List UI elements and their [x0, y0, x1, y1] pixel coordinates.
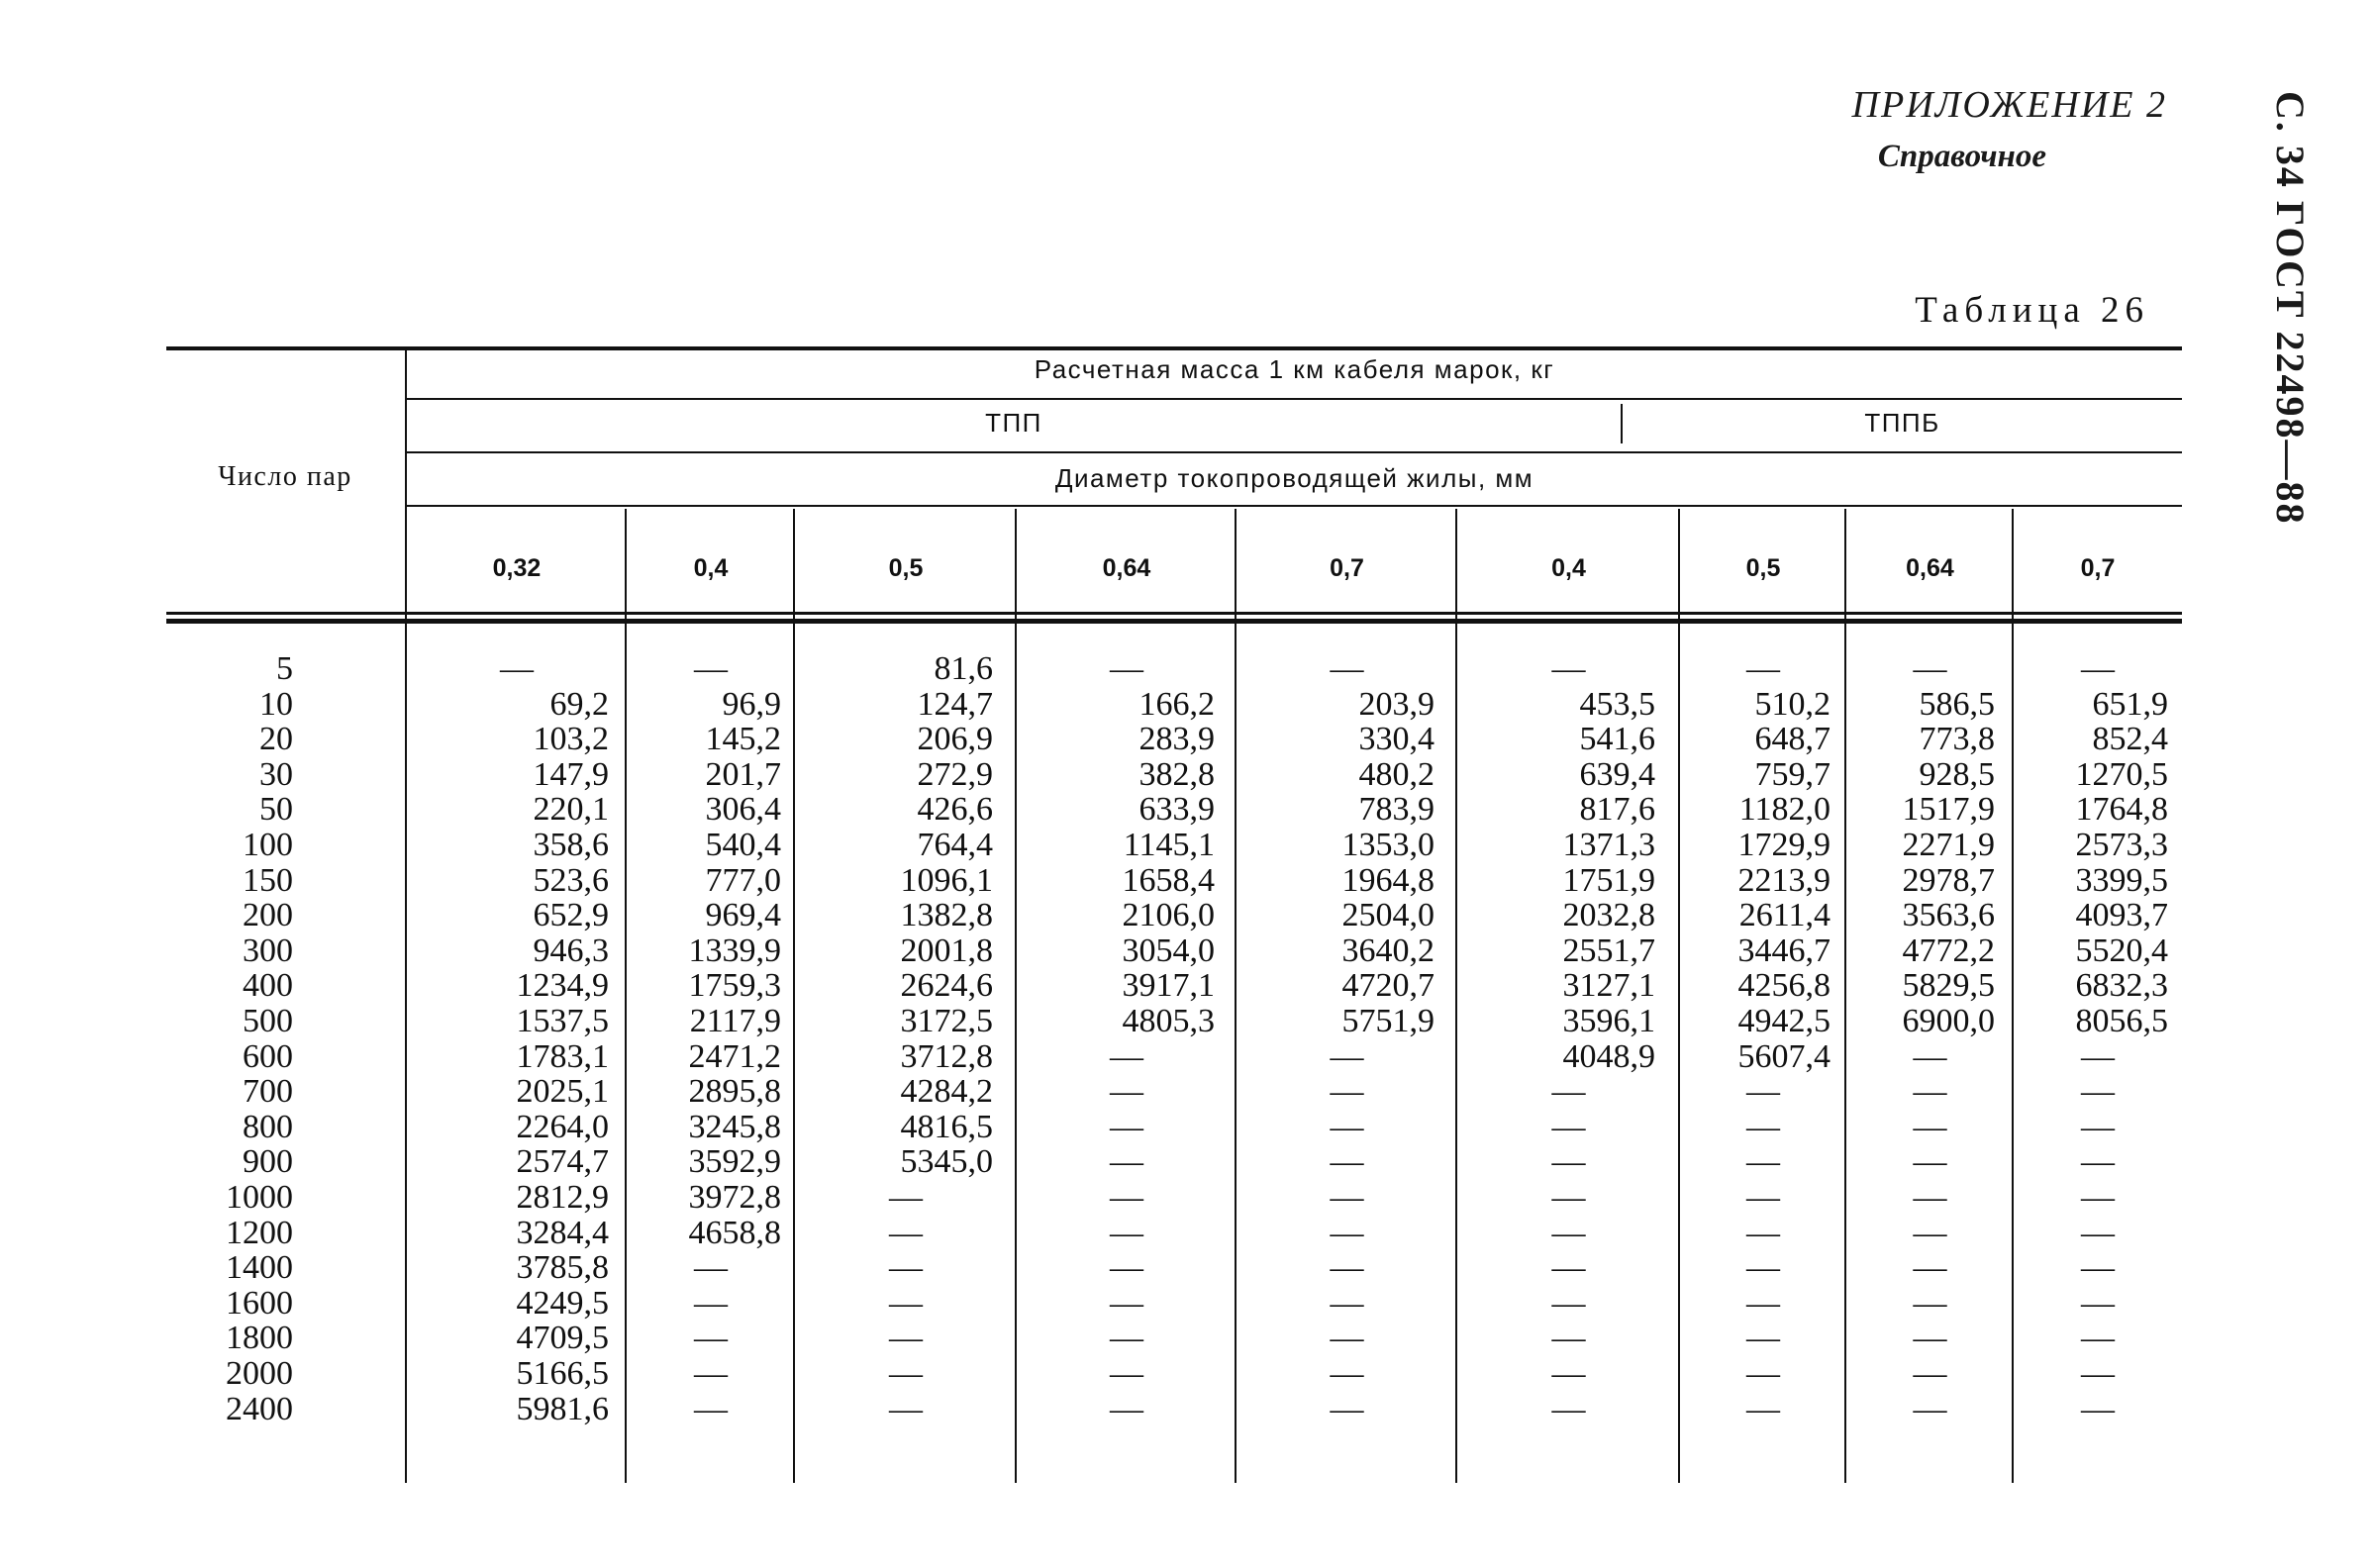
value-cell: — — [694, 650, 728, 687]
col-header: 0,32 — [492, 554, 542, 582]
col-header: 0,7 — [2080, 554, 2116, 582]
value-cell: 306,4 — [705, 791, 781, 829]
value-cell: — — [1746, 1073, 1780, 1111]
table-row — [166, 968, 2182, 1004]
value-cell: — — [1110, 1214, 1143, 1251]
value-cell: — — [1913, 1108, 1947, 1145]
table-row — [166, 863, 2182, 899]
value-cell: — — [1746, 1214, 1780, 1251]
value-cell: 358,6 — [533, 827, 609, 863]
value-cell: — — [694, 1355, 728, 1392]
value-cell: 783,9 — [1358, 791, 1435, 829]
group-header: Расчетная масса 1 км кабеля марок, кг — [1034, 354, 1555, 384]
pairs-cell: 500 — [243, 1003, 293, 1039]
value-cell: 5166,5 — [516, 1355, 609, 1392]
value-cell: 1783,1 — [516, 1037, 609, 1075]
value-cell: 1339,9 — [688, 931, 781, 969]
pairs-cell: 30 — [259, 755, 293, 793]
value-cell: — — [889, 1179, 923, 1216]
value-cell: 639,4 — [1579, 755, 1655, 793]
value-cell: 6832,3 — [2075, 967, 2168, 1005]
value-cell: 1764,8 — [2075, 791, 2168, 829]
value-cell: 648,7 — [1754, 721, 1831, 758]
value-cell: 2504,0 — [1341, 897, 1435, 934]
value-cell: 3596,1 — [1562, 1003, 1655, 1039]
value-cell: — — [694, 1284, 728, 1322]
value-cell: 523,6 — [533, 861, 609, 899]
value-cell: — — [1913, 1073, 1947, 1111]
value-cell: — — [1913, 1249, 1947, 1287]
value-cell: — — [1913, 1179, 1947, 1216]
value-cell: — — [1110, 1037, 1143, 1075]
value-cell: 3446,7 — [1737, 931, 1831, 969]
brand-tppb: ТППБ — [1864, 408, 1940, 438]
value-cell: 1270,5 — [2075, 755, 2168, 793]
value-cell: — — [1110, 1284, 1143, 1322]
value-cell: 2213,9 — [1737, 861, 1831, 899]
value-cell: — — [1913, 1390, 1947, 1427]
value-cell: — — [1330, 1108, 1364, 1145]
value-cell: 272,9 — [917, 755, 993, 793]
pairs-cell: 900 — [243, 1143, 293, 1181]
value-cell: — — [1551, 1284, 1586, 1322]
table-row — [166, 722, 2182, 757]
pairs-cell: 200 — [243, 897, 293, 934]
pairs-cell: 300 — [243, 931, 293, 969]
value-cell: 5981,6 — [516, 1390, 609, 1427]
value-cell: 817,6 — [1579, 791, 1655, 829]
table-row — [166, 1004, 2182, 1039]
value-cell: 5829,5 — [1902, 967, 1995, 1005]
value-cell: — — [694, 1249, 728, 1287]
value-cell: 1382,8 — [900, 897, 993, 934]
value-cell: 5345,0 — [900, 1143, 993, 1181]
col-header: 0,4 — [1551, 554, 1586, 582]
header-bottom-rule-2 — [166, 619, 2182, 624]
value-cell: 946,3 — [533, 931, 609, 969]
table-row — [166, 1321, 2182, 1356]
value-cell: 633,9 — [1138, 791, 1215, 829]
value-cell: — — [2081, 1249, 2115, 1287]
table-row — [166, 828, 2182, 863]
value-cell: 540,4 — [705, 827, 781, 863]
value-cell: 3563,6 — [1902, 897, 1995, 934]
col-header: 0,5 — [888, 554, 924, 582]
value-cell: 2471,2 — [688, 1037, 781, 1075]
pairs-cell: 1800 — [226, 1320, 293, 1357]
diameter-rule — [407, 505, 2182, 507]
value-cell: — — [1110, 1108, 1143, 1145]
value-cell: — — [889, 1284, 923, 1322]
value-cell: — — [2081, 1179, 2115, 1216]
value-cell: 4816,5 — [900, 1108, 993, 1145]
value-cell: 1759,3 — [688, 967, 781, 1005]
value-cell: — — [1330, 1037, 1364, 1075]
value-cell: — — [1551, 1073, 1586, 1111]
value-cell: 4709,5 — [516, 1320, 609, 1357]
diameter-header: Диаметр токопроводящей жилы, мм — [1054, 463, 1534, 493]
value-cell: 147,9 — [533, 755, 609, 793]
value-cell: 1751,9 — [1562, 861, 1655, 899]
table-row — [166, 687, 2182, 723]
value-cell: — — [1551, 1320, 1586, 1357]
value-cell: 1234,9 — [516, 967, 609, 1005]
col-header: 0,7 — [1330, 554, 1364, 582]
value-cell: — — [1330, 1073, 1364, 1111]
value-cell: 2611,4 — [1738, 897, 1831, 934]
value-cell: 3399,5 — [2075, 861, 2168, 899]
value-cell: — — [1330, 1355, 1364, 1392]
table-label: Таблица 26 — [1915, 290, 2149, 331]
value-cell: 453,5 — [1579, 685, 1655, 723]
table-row — [166, 1074, 2182, 1110]
value-cell: 1729,9 — [1737, 827, 1831, 863]
pairs-cell: 1200 — [226, 1214, 293, 1251]
value-cell: 1145,1 — [1123, 827, 1215, 863]
value-cell: 201,7 — [705, 755, 781, 793]
value-cell: — — [1330, 1320, 1364, 1357]
value-cell: — — [694, 1390, 728, 1427]
value-cell: 2106,0 — [1122, 897, 1215, 934]
value-cell: 3172,5 — [900, 1003, 993, 1039]
table-row — [166, 1392, 2182, 1427]
value-cell: 4720,7 — [1341, 967, 1435, 1005]
value-cell: — — [1746, 1355, 1780, 1392]
group-rule — [407, 398, 2182, 400]
value-cell: 2573,3 — [2075, 827, 2168, 863]
table-header — [166, 335, 2182, 632]
col-header: 0,64 — [1906, 554, 1954, 582]
value-cell: — — [1746, 1143, 1780, 1181]
value-cell: 928,5 — [1919, 755, 1995, 793]
pairs-cell: 50 — [259, 791, 293, 829]
value-cell: 103,2 — [533, 721, 609, 758]
col-header: 0,4 — [693, 554, 729, 582]
value-cell: — — [1746, 1390, 1780, 1427]
value-cell: 96,9 — [722, 685, 781, 723]
value-cell: 3127,1 — [1562, 967, 1655, 1005]
pairs-cell: 5 — [276, 650, 293, 687]
table-row — [166, 651, 2182, 687]
pairs-cell: 150 — [243, 861, 293, 899]
table-row — [166, 1180, 2182, 1216]
brand-rule — [407, 451, 2182, 453]
value-cell: — — [889, 1249, 923, 1287]
appendix-subtitle: Справочное — [1877, 139, 2046, 174]
pairs-cell: 600 — [243, 1037, 293, 1075]
value-cell: — — [1551, 1355, 1586, 1392]
row-header: Число пар — [218, 461, 352, 492]
value-cell: 3245,8 — [688, 1108, 781, 1145]
value-cell: 124,7 — [917, 685, 993, 723]
value-cell: 8056,5 — [2075, 1003, 2168, 1039]
value-cell: 206,9 — [917, 721, 993, 758]
value-cell: — — [1551, 1214, 1586, 1251]
value-cell: — — [1913, 1214, 1947, 1251]
table-body — [166, 632, 2182, 1483]
pairs-cell: 2000 — [226, 1355, 293, 1392]
value-cell: 969,4 — [705, 897, 781, 934]
value-cell: — — [2081, 1108, 2115, 1145]
value-cell: 3972,8 — [688, 1179, 781, 1216]
value-cell: 3640,2 — [1341, 931, 1435, 969]
pairs-cell: 2400 — [226, 1390, 293, 1427]
value-cell: 2812,9 — [516, 1179, 609, 1216]
value-cell: — — [1330, 1390, 1364, 1427]
value-cell: — — [1746, 650, 1780, 687]
value-cell: 3785,8 — [516, 1249, 609, 1287]
value-cell: 651,9 — [2092, 685, 2168, 723]
value-cell: — — [1110, 1179, 1143, 1216]
value-cell: — — [1330, 650, 1364, 687]
pairs-cell: 100 — [243, 827, 293, 863]
value-cell: — — [1913, 1143, 1947, 1181]
table-row — [166, 1039, 2182, 1075]
value-cell: — — [1110, 1390, 1143, 1427]
value-cell: 4942,5 — [1737, 1003, 1831, 1039]
value-cell: — — [1551, 1390, 1586, 1427]
table-row — [166, 1144, 2182, 1180]
side-page-header: С. 34 ГОСТ 22498—88 — [2268, 91, 2313, 526]
value-cell: 2264,0 — [516, 1108, 609, 1145]
value-cell: 145,2 — [705, 721, 781, 758]
value-cell: 283,9 — [1138, 721, 1215, 758]
table-row — [166, 1250, 2182, 1286]
value-cell: 3917,1 — [1122, 967, 1215, 1005]
value-cell: — — [1746, 1284, 1780, 1322]
value-cell: — — [889, 1355, 923, 1392]
value-cell: 2025,1 — [516, 1073, 609, 1111]
value-cell: — — [2081, 1214, 2115, 1251]
value-cell: 4093,7 — [2075, 897, 2168, 934]
col-header: 0,5 — [1745, 554, 1781, 582]
value-cell: 5520,4 — [2075, 931, 2168, 969]
value-cell: — — [500, 650, 534, 687]
value-cell: 1658,4 — [1122, 861, 1215, 899]
value-cell: — — [1110, 1143, 1143, 1181]
value-cell: 166,2 — [1138, 685, 1215, 723]
value-cell: — — [2081, 1073, 2115, 1111]
value-cell: 764,4 — [917, 827, 993, 863]
value-cell: — — [1746, 1249, 1780, 1287]
value-cell: 4805,3 — [1122, 1003, 1215, 1039]
value-cell: — — [2081, 1284, 2115, 1322]
value-cell: 2624,6 — [900, 967, 993, 1005]
value-cell: — — [2081, 1390, 2115, 1427]
value-cell: 2978,7 — [1902, 861, 1995, 899]
pairs-cell: 10 — [259, 685, 293, 723]
pairs-cell: 1600 — [226, 1284, 293, 1322]
value-cell: 2117,9 — [689, 1003, 781, 1039]
value-cell: 4772,2 — [1902, 931, 1995, 969]
value-cell: 6900,0 — [1902, 1003, 1995, 1039]
value-cell: — — [1110, 1249, 1143, 1287]
pairs-cell: 700 — [243, 1073, 293, 1111]
value-cell: 3712,8 — [900, 1037, 993, 1075]
table-row — [166, 757, 2182, 793]
value-cell: 2271,9 — [1902, 827, 1995, 863]
value-cell: 4048,9 — [1562, 1037, 1655, 1075]
value-cell: — — [1746, 1320, 1780, 1357]
value-cell: 2001,8 — [900, 931, 993, 969]
value-cell: 5751,9 — [1341, 1003, 1435, 1039]
table-row — [166, 1356, 2182, 1392]
value-cell: — — [2081, 650, 2115, 687]
value-cell: 777,0 — [705, 861, 781, 899]
value-cell: — — [1913, 1037, 1947, 1075]
value-cell: — — [889, 1214, 923, 1251]
value-cell: 1964,8 — [1341, 861, 1435, 899]
value-cell: — — [1746, 1108, 1780, 1145]
value-cell: 586,5 — [1919, 685, 1995, 723]
value-cell: 5607,4 — [1737, 1037, 1831, 1075]
value-cell: — — [2081, 1320, 2115, 1357]
table-row — [166, 1216, 2182, 1251]
pairs-cell: 400 — [243, 967, 293, 1005]
value-cell: — — [2081, 1143, 2115, 1181]
value-cell: 1096,1 — [900, 861, 993, 899]
value-cell: 652,9 — [533, 897, 609, 934]
value-cell: — — [694, 1320, 728, 1357]
value-cell: — — [2081, 1037, 2115, 1075]
value-cell: — — [1913, 1320, 1947, 1357]
header-bottom-rule — [166, 612, 2182, 615]
table-row — [166, 1286, 2182, 1322]
value-cell: 2032,8 — [1562, 897, 1655, 934]
table-row — [166, 792, 2182, 828]
value-cell: 759,7 — [1754, 755, 1831, 793]
value-cell: 81,6 — [934, 650, 993, 687]
pairs-cell: 20 — [259, 721, 293, 758]
value-cell: — — [1551, 1249, 1586, 1287]
value-cell: — — [1110, 1355, 1143, 1392]
value-cell: — — [1551, 1143, 1586, 1181]
value-cell: — — [1551, 1179, 1586, 1216]
value-cell: 4256,8 — [1737, 967, 1831, 1005]
brand-divider — [1621, 404, 1623, 443]
value-cell: 220,1 — [533, 791, 609, 829]
value-cell: — — [1110, 1320, 1143, 1357]
value-cell: 480,2 — [1358, 755, 1435, 793]
value-cell: — — [1110, 650, 1143, 687]
value-cell: 330,4 — [1358, 721, 1435, 758]
value-cell: — — [1746, 1179, 1780, 1216]
value-cell: 773,8 — [1919, 721, 1995, 758]
appendix-title: ПРИЛОЖЕНИЕ 2 — [1851, 84, 2167, 126]
value-cell: 1537,5 — [516, 1003, 609, 1039]
value-cell: — — [889, 1320, 923, 1357]
value-cell: — — [1330, 1179, 1364, 1216]
col-header: 0,64 — [1102, 554, 1151, 582]
value-cell: 426,6 — [917, 791, 993, 829]
value-cell: 1371,3 — [1562, 827, 1655, 863]
pairs-cell: 1400 — [226, 1249, 293, 1287]
brand-tpp: ТПП — [985, 408, 1042, 438]
value-cell: 852,4 — [2092, 721, 2168, 758]
value-cell: — — [1551, 1108, 1586, 1145]
value-cell: 4284,2 — [900, 1073, 993, 1111]
value-cell: — — [1551, 650, 1586, 687]
value-cell: 2895,8 — [688, 1073, 781, 1111]
value-cell: 382,8 — [1138, 755, 1215, 793]
value-cell: — — [1913, 1355, 1947, 1392]
value-cell: 4658,8 — [688, 1214, 781, 1251]
value-cell: 3592,9 — [688, 1143, 781, 1181]
value-cell: — — [889, 1390, 923, 1427]
value-cell: 203,9 — [1358, 685, 1435, 723]
value-cell: — — [1913, 650, 1947, 687]
top-rule — [166, 346, 2182, 350]
value-cell: 3284,4 — [516, 1214, 609, 1251]
value-cell: — — [1330, 1249, 1364, 1287]
value-cell: 4249,5 — [516, 1284, 609, 1322]
value-cell: — — [1913, 1284, 1947, 1322]
value-cell: 3054,0 — [1122, 931, 1215, 969]
value-cell: 1182,0 — [1738, 791, 1831, 829]
pairs-cell: 800 — [243, 1108, 293, 1145]
value-cell: — — [2081, 1355, 2115, 1392]
table-row — [166, 898, 2182, 933]
value-cell: — — [1330, 1284, 1364, 1322]
value-cell: 1353,0 — [1341, 827, 1435, 863]
value-cell: 69,2 — [549, 685, 609, 723]
value-cell: 510,2 — [1754, 685, 1831, 723]
table-row — [166, 1110, 2182, 1145]
value-cell: — — [1110, 1073, 1143, 1111]
value-cell: — — [1330, 1214, 1364, 1251]
value-cell: 1517,9 — [1902, 791, 1995, 829]
value-cell: — — [1330, 1143, 1364, 1181]
pairs-cell: 1000 — [226, 1179, 293, 1216]
table-row — [166, 933, 2182, 969]
value-cell: 2551,7 — [1562, 931, 1655, 969]
value-cell: 541,6 — [1579, 721, 1655, 758]
value-cell: 2574,7 — [516, 1143, 609, 1181]
